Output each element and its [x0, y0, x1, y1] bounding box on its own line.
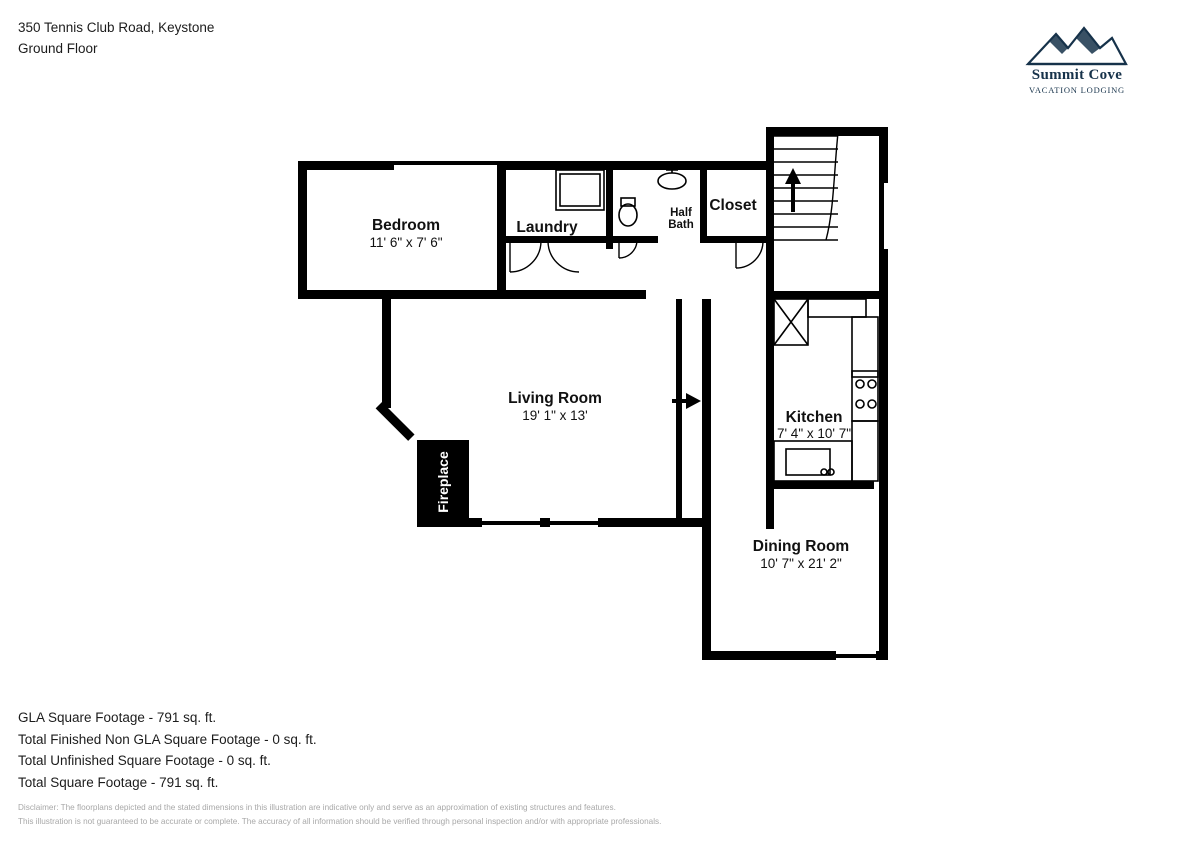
- disclaimer-line-2: This illustration is not guaranteed to be accurate or complete. The accuracy of all information should be verified through personal inspection and/or with appropriate professionals.: [18, 817, 662, 826]
- property-address: 350 Tennis Club Road, Keystone: [18, 20, 215, 35]
- stove-icon: [852, 371, 878, 421]
- doors: [510, 240, 763, 272]
- room-dims-bedroom: 11' 6" x 7' 6": [369, 235, 443, 250]
- non-gla-square-footage: Total Finished Non GLA Square Footage - 0 sq. ft.: [18, 731, 317, 747]
- room-label-bath: Bath: [668, 219, 694, 231]
- square-footage-summary: [18, 707, 317, 793]
- door-hall: [548, 241, 579, 272]
- disclaimer-line-1: Disclaimer: The floorplans depicted and the stated dimensions in this illustration are indicative only and serve as an approximation of existing structures and features.: [18, 803, 616, 812]
- logo-tagline: VACATION LODGING: [1029, 85, 1125, 95]
- room-label-kitchen: Kitchen: [785, 409, 843, 426]
- stairs-icon: [774, 133, 838, 240]
- fireplace-label: Fireplace: [435, 451, 451, 513]
- door-laundry: [510, 241, 541, 272]
- disclaimer-block: [18, 801, 661, 829]
- room-dims-dining: 10' 7" x 21' 2": [760, 556, 842, 571]
- floor-label: Ground Floor: [18, 41, 98, 56]
- room-dims-living: 19' 1" x 13': [522, 408, 588, 423]
- room-label-closet: Closet: [709, 197, 757, 214]
- room-dims-kitchen: 7' 4" x 10' 7": [776, 426, 852, 441]
- room-label-half: Half: [670, 207, 692, 219]
- logo-company-name: Summit Cove: [1031, 67, 1123, 83]
- room-label-living: Living Room: [508, 390, 602, 407]
- unfinished-square-footage: Total Unfinished Square Footage - 0 sq. ft.: [18, 753, 271, 768]
- room-label-dining: Dining Room: [752, 538, 850, 555]
- room-label-laundry: Laundry: [516, 219, 578, 236]
- room-label-bedroom: Bedroom: [371, 217, 441, 234]
- total-square-footage: Total Square Footage - 791 sq. ft.: [18, 774, 219, 790]
- sink-icon: [658, 173, 686, 189]
- toilet-icon: [619, 204, 637, 226]
- gla-square-footage: GLA Square Footage - 791 sq. ft.: [18, 710, 217, 725]
- door-closet: [736, 241, 763, 268]
- laundry-appliance-icon: [556, 170, 604, 210]
